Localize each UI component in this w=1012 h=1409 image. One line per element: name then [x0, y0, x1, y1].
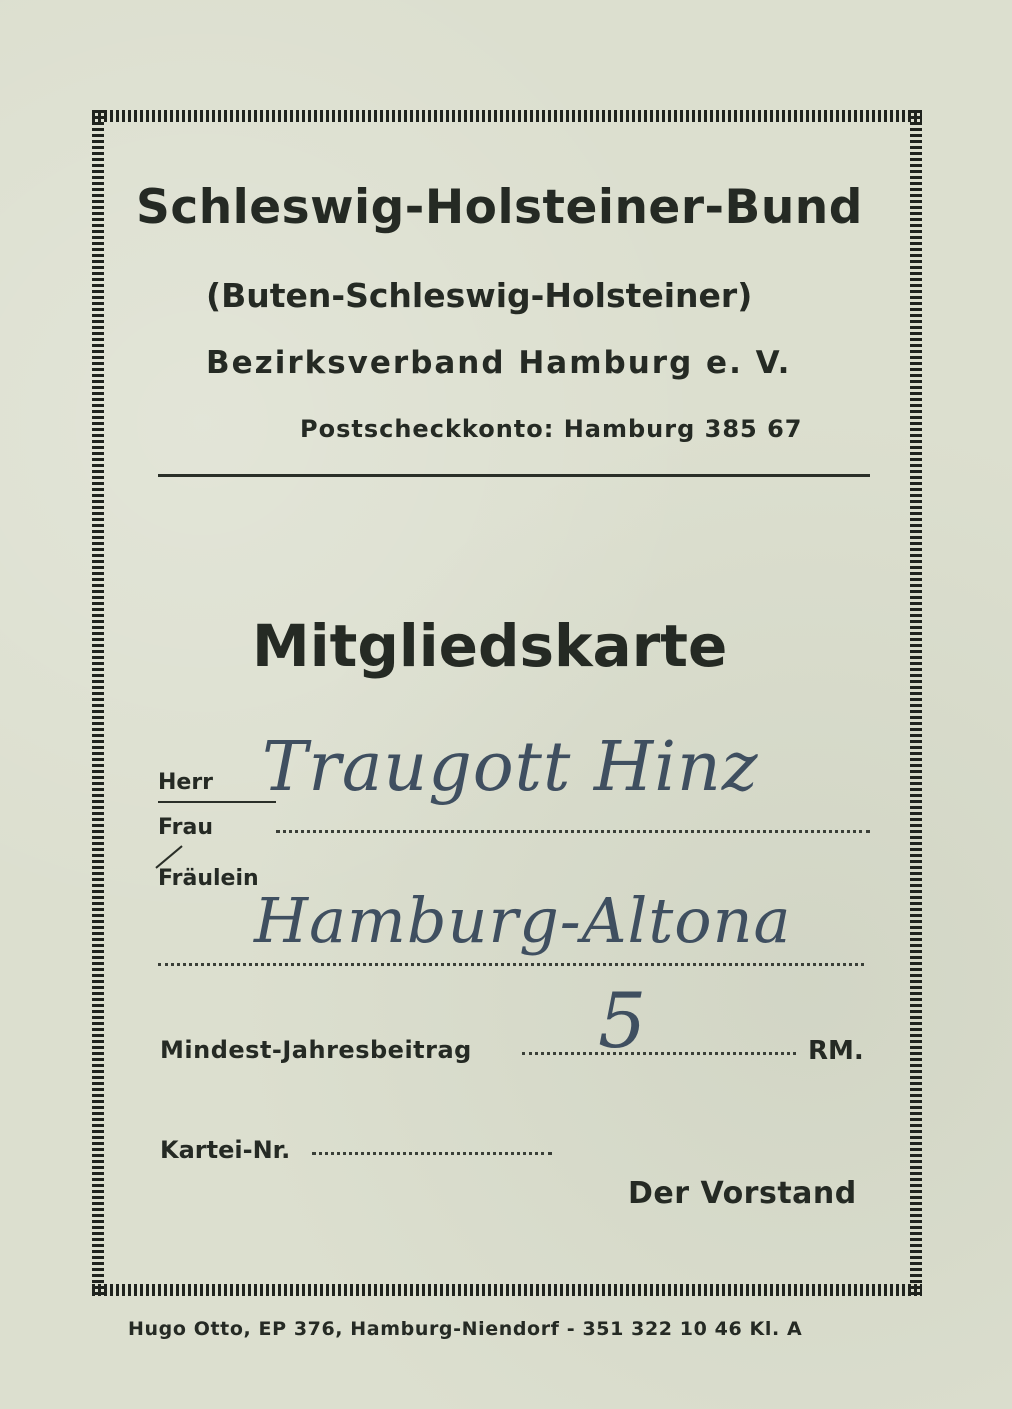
name-line: [276, 830, 870, 833]
fee-amount-handwritten: 5: [598, 976, 647, 1065]
organization-subtitle: (Buten-Schleswig-Holsteiner): [206, 276, 753, 315]
district-association: Bezirksverband Hamburg e. V.: [206, 345, 792, 381]
frame-border-left: [92, 110, 104, 1296]
index-number-label: Kartei-Nr.: [160, 1136, 291, 1164]
printer-imprint: Hugo Otto, EP 376, Hamburg-Niendorf - 351 322 10 46 Kl. A: [128, 1318, 803, 1340]
postal-account: Postscheckkonto: Hamburg 385 67: [300, 415, 803, 443]
salutation-herr: Herr: [158, 770, 214, 795]
fee-line: [522, 1052, 796, 1055]
fee-currency: RM.: [808, 1036, 864, 1066]
member-place-handwritten: Hamburg-Altona: [254, 884, 792, 957]
salutation-herr-underline: [158, 801, 276, 803]
board-signature-label: Der Vorstand: [628, 1176, 857, 1211]
header-divider: [158, 474, 870, 477]
fee-label: Mindest-Jahresbeitrag: [160, 1036, 472, 1064]
place-line: [158, 963, 864, 966]
member-name-handwritten: Traugott Hinz: [262, 728, 759, 807]
organization-name: Schleswig-Holsteiner-Bund: [136, 180, 863, 235]
salutation-frau: Frau: [158, 815, 213, 840]
frame-border-bottom: [92, 1284, 922, 1296]
index-number-line: [312, 1152, 552, 1155]
card-title: Mitgliedskarte: [252, 612, 728, 680]
frame-border-right: [910, 110, 922, 1296]
salutation-fraeulein: Fräulein: [158, 866, 259, 891]
frame-border-top: [92, 110, 922, 122]
